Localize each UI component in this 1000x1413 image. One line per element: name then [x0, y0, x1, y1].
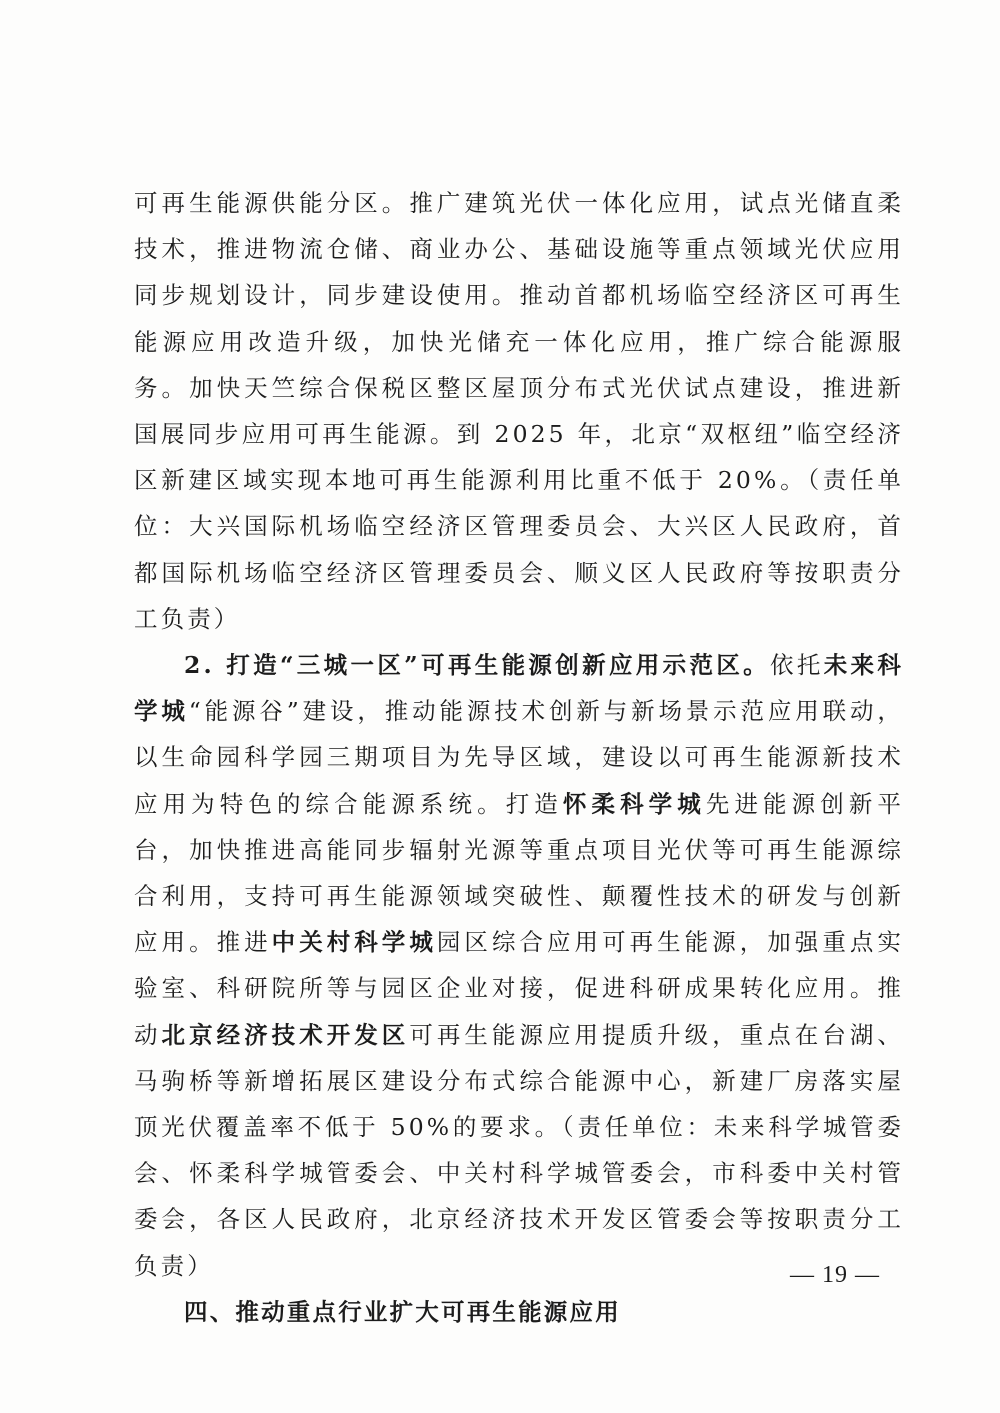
emphasis-place: 未来科学城	[134, 651, 904, 726]
page-number: — 19 —	[790, 1262, 880, 1288]
paragraph: 可再生能源供能分区。推广建筑光伏一体化应用，试点光储直柔技术，推进物流仓储、商业办公、基础设施等重点领域光伏应用同步规划设计，同步建设使用。推动首都机场临空经济区可再生能源应用改造升级，加快光储充一体化应用，推广综合能源服务。加快天竺综合保税区整区屋顶分布式光伏试点建设，推进新国展同步应用可再生能源。到 2025 年，北京“双枢纽”临空经济区新建区域实现本地可再生能源利用比重不低于 20%。（责任单位：大兴国际机场临空经济区管理委员会、大兴区人民政府，首都国际机场临空经济区管理委员会、顺义区人民政府等按职责分工负责）	[134, 189, 904, 633]
document-body	[134, 180, 904, 1335]
section-heading: 四、推动重点行业扩大可再生能源应用	[184, 1297, 621, 1326]
text-run: 依托	[770, 651, 824, 680]
text-run: 可再生能源应用提质升级，重点在台湖、马驹桥等新增拓展区建设分布式综合能源中心，新建厂房落实屋顶光伏覆盖率不低于 50%的要求。（责任单位：未来科学城管委会、怀柔科学城管委会、中关村科学城管委会，市科委中关村管委会，各区人民政府，北京经济技术开发区管委会等按职责分工负责）	[134, 1020, 904, 1280]
text-run: 园区综合应用可再生能源，加强重点实验室、科研院所等与园区企业对接，促进科研成果转化应用。推动	[134, 928, 905, 1049]
emphasis-place: 北京经济技术开发区	[161, 1020, 410, 1049]
emphasis-place: 中关村科学城	[271, 928, 437, 957]
paragraph	[134, 642, 904, 1289]
emphasis-place: 怀柔科学城	[562, 789, 706, 818]
text-run: “能源谷”建设，推动能源技术创新与新场景示范应用联动，以生命园科学园三期项目为先导区域，建设以可再生能源新技术应用为特色的综合能源系统。打造	[134, 697, 904, 818]
item-heading: 2. 打造“三城一区”可再生能源创新应用示范区。	[184, 651, 771, 680]
text-run: 先进能源创新平台，加快推进高能同步辐射光源等重点项目光伏等可再生能源综合利用，支持可再生能源领域突破性、颠覆性技术的研发与创新应用。推进	[134, 789, 905, 957]
